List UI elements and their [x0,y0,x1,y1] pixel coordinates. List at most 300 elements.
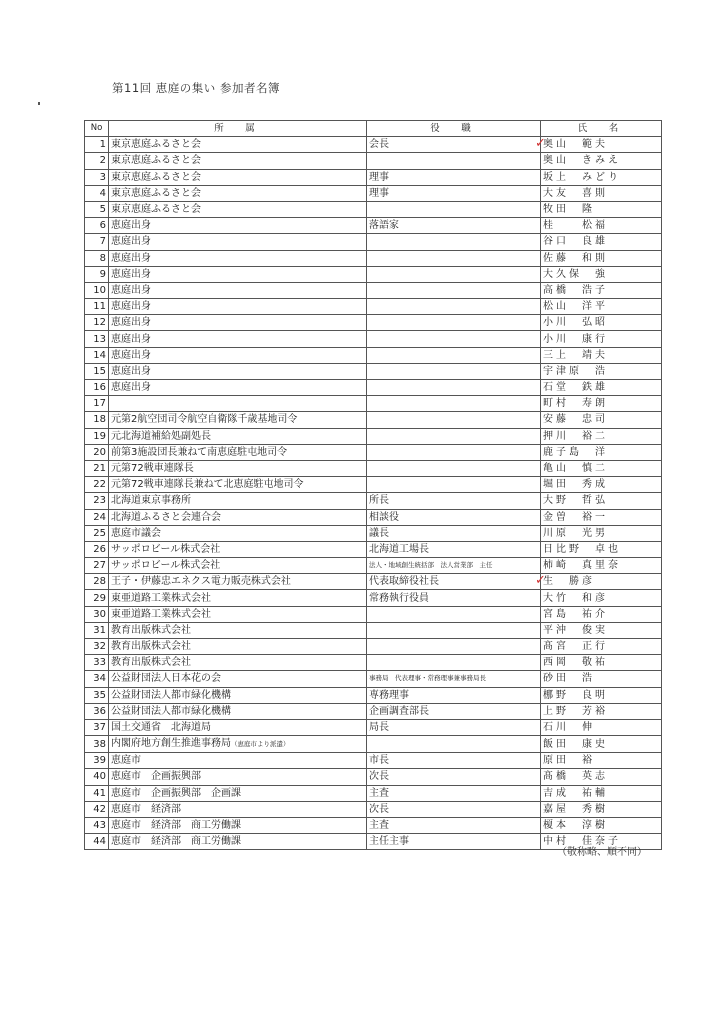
affiliation-cell [109,380,367,396]
table-row [85,282,662,298]
table-row [85,169,662,185]
affiliation-cell [109,687,367,703]
name-cell [541,201,662,217]
name-cell [541,153,662,169]
row-number: 29 [85,590,109,606]
affiliation-cell [109,299,367,315]
table-header-row [85,121,662,137]
row-number: 33 [85,655,109,671]
participant-name: 大竹 和彦 [543,592,608,604]
table-row [85,590,662,606]
table-row [85,606,662,622]
name-cell [541,736,662,753]
role-cell: 次長 [367,769,541,785]
role-cell [367,736,541,753]
name-cell [541,671,662,687]
role-cell: 北海道工場長 [367,541,541,557]
row-number: 18 [85,412,109,428]
affiliation-cell [109,201,367,217]
affiliation-text: サッポロビール株式会社 [111,560,221,572]
participant-name: 梛野 良明 [543,689,608,701]
participant-name: 佐藤 和則 [543,252,608,264]
table-row [85,719,662,735]
row-number: 39 [85,753,109,769]
affiliation-cell [109,218,367,234]
role-cell: 理事 [367,185,541,201]
participant-name: 髙橋 英志 [543,771,608,783]
role-cell: 専務理事 [367,687,541,703]
role-cell: 落語家 [367,218,541,234]
role-cell [367,363,541,379]
role-cell [367,477,541,493]
role-cell: 相談役 [367,509,541,525]
participant-name: 谷口 良雄 [543,236,608,248]
row-number: 8 [85,250,109,266]
affiliation-text: 元第72戦車連隊長 [111,463,194,475]
participant-name: 原田 裕 [543,755,595,767]
name-cell [541,218,662,234]
role-cell [367,428,541,444]
table-row [85,655,662,671]
name-cell [541,460,662,476]
role-cell [367,299,541,315]
row-number: 34 [85,671,109,687]
header-role: 役 職 [367,121,541,137]
document-title: 第11回 恵庭の集い 参加者名簿 [112,81,280,95]
affiliation-cell [109,250,367,266]
affiliation-cell [109,769,367,785]
affiliation-text: 教育出版株式会社 [111,657,191,669]
row-number: 19 [85,428,109,444]
affiliation-cell [109,558,367,574]
role-cell [367,460,541,476]
role-cell: 主査 [367,817,541,833]
affiliation-text: 恵庭出身 [111,236,151,248]
role-cell [367,234,541,250]
affiliation-cell [109,493,367,509]
participant-name: 西岡 敬祐 [543,657,608,669]
table-row [85,541,662,557]
table-row [85,347,662,363]
row-number: 41 [85,785,109,801]
affiliation-text: 東京恵庭ふるさと会 [111,155,201,167]
participant-name: 上野 芳裕 [543,705,608,717]
participant-name: 日比野 卓也 [543,543,621,555]
role-cell: 主査 [367,785,541,801]
participant-name: 堀田 秀成 [543,479,608,491]
participant-name: 中村 佳奈子 [543,836,621,848]
participant-name: 大野 哲弘 [543,495,608,507]
affiliation-cell [109,525,367,541]
affiliation-text: 公益財団法人都市緑化機構 [111,705,231,717]
role-cell [367,201,541,217]
table-row [85,396,662,412]
row-number: 4 [85,185,109,201]
table-row [85,234,662,250]
role-cell: 議長 [367,525,541,541]
row-number: 26 [85,541,109,557]
table-row [85,460,662,476]
header-affiliation: 所 属 [109,121,367,137]
affiliation-text: 恵庭市議会 [111,527,161,539]
name-cell [541,639,662,655]
row-number: 25 [85,525,109,541]
affiliation-cell [109,785,367,801]
name-cell [541,509,662,525]
affiliation-cell [109,753,367,769]
role-cell: 法人・地域創生統括部 法人営業部 主任 [367,558,541,574]
role-cell: 代表取締役社長 [367,574,541,590]
participant-name: 宮島 祐介 [543,608,608,620]
affiliation-cell [109,509,367,525]
name-cell [541,169,662,185]
affiliation-cell [109,671,367,687]
affiliation-text: 東亜道路工業株式会社 [111,592,211,604]
affiliation-cell [109,331,367,347]
name-cell [541,396,662,412]
name-cell [541,769,662,785]
role-cell [367,444,541,460]
row-number: 17 [85,396,109,412]
role-cell [367,347,541,363]
table-row [85,703,662,719]
role-cell [367,606,541,622]
participant-name: 柿崎 真里奈 [543,560,621,572]
affiliation-cell [109,719,367,735]
affiliation-text: 公益財団法人日本花の会 [111,673,221,685]
name-cell [541,606,662,622]
affiliation-text: 恵庭出身 [111,284,151,296]
role-cell [367,282,541,298]
name-cell [541,558,662,574]
affiliation-cell [109,477,367,493]
row-number: 32 [85,639,109,655]
participant-name: 松山 洋平 [543,301,608,313]
affiliation-cell [109,460,367,476]
affiliation-note: （恵庭市より派遣） [231,740,290,749]
header-name: 氏 名 [541,121,662,137]
participant-name: 安藤 忠司 [543,414,608,426]
affiliation-text: 教育出版株式会社 [111,624,191,636]
row-number: 13 [85,331,109,347]
name-cell [535,573,662,590]
affiliation-text: 北海道東京事務所 [111,495,191,507]
row-number: 40 [85,769,109,785]
affiliation-cell [109,622,367,638]
affiliation-cell [109,137,367,153]
participant-name: 砂田 浩 [543,673,595,685]
affiliation-cell [109,282,367,298]
affiliation-text: 恵庭市 経済部 商工労働課 [111,836,241,848]
table-row [85,639,662,655]
participant-name: 髙宮 正行 [543,641,608,653]
name-cell [541,817,662,833]
red-check-icon: ✓ [535,573,546,589]
name-cell [541,299,662,315]
name-cell [535,136,662,153]
participant-name: 押川 裕二 [543,430,608,442]
row-number: 28 [85,574,109,590]
table-row [85,250,662,266]
name-cell [541,655,662,671]
role-cell: 主任主事 [367,834,541,850]
name-cell [541,719,662,735]
row-number: 24 [85,509,109,525]
row-number: 1 [85,137,109,153]
affiliation-text: 王子・伊藤忠エネクス電力販売株式会社 [111,576,291,588]
affiliation-cell [109,347,367,363]
row-number: 42 [85,801,109,817]
affiliation-cell [109,639,367,655]
role-cell [367,266,541,282]
role-cell [367,331,541,347]
name-cell [541,622,662,638]
affiliation-text: 恵庭市 [111,755,141,767]
row-number: 11 [85,299,109,315]
row-number: 6 [85,218,109,234]
affiliation-cell [109,153,367,169]
affiliation-text: 元第2航空団司令航空自衛隊千歳基地司令 [111,414,298,426]
affiliation-text: 前第3施設団長兼ねて南恵庭駐屯地司令 [111,446,288,458]
affiliation-cell [109,412,367,428]
affiliation-text: 恵庭出身 [111,349,151,361]
table-row [85,817,662,833]
role-cell [367,153,541,169]
table-body [85,137,662,850]
name-cell [541,347,662,363]
participant-name: 吉成 祐輔 [543,787,608,799]
table-row [85,266,662,282]
participant-name: 石川 伸 [543,722,595,734]
participant-name: 石堂 鉄雄 [543,382,608,394]
participant-name: 金曽 裕一 [543,511,608,523]
participant-name: 川原 光男 [543,527,608,539]
role-cell: 局長 [367,719,541,735]
role-cell [367,655,541,671]
affiliation-text: 恵庭出身 [111,382,151,394]
affiliation-text: 恵庭市 経済部 商工労働課 [111,819,241,831]
affiliation-text: 東京恵庭ふるさと会 [111,204,201,216]
table-row [85,801,662,817]
role-cell [367,380,541,396]
affiliation-text: 元第72戦車連隊長兼ねて北恵庭駐屯地司令 [111,479,304,491]
affiliation-text: サッポロビール株式会社 [111,543,221,555]
affiliation-cell [109,428,367,444]
affiliation-cell [109,606,367,622]
affiliation-cell [109,396,367,412]
name-cell [541,234,662,250]
affiliation-cell [109,590,367,606]
role-cell: 市長 [367,753,541,769]
affiliation-cell [109,541,367,557]
participant-name: 高橋 浩子 [543,284,608,296]
participant-name: 大友 喜則 [543,187,608,199]
affiliation-cell [109,834,367,850]
name-cell [541,687,662,703]
table-row [85,412,662,428]
participant-name: 飯田 康史 [543,738,608,750]
participant-name: 平沖 俊実 [543,624,608,636]
role-cell [367,622,541,638]
table-row [85,736,662,753]
name-cell [541,444,662,460]
role-cell: 次長 [367,801,541,817]
name-cell [541,363,662,379]
participant-table [84,120,662,850]
row-number: 20 [85,444,109,460]
affiliation-text: 恵庭市 企画振興部 [111,771,201,783]
role-cell: 常務執行役員 [367,590,541,606]
affiliation-text: 東京恵庭ふるさと会 [111,187,201,199]
row-number: 43 [85,817,109,833]
name-cell [541,250,662,266]
affiliation-text: 内閣府地方創生推進事務局 [111,738,231,750]
row-number: 9 [85,266,109,282]
row-number: 38 [85,736,109,753]
name-cell [541,477,662,493]
row-number: 44 [85,834,109,850]
table-row [85,380,662,396]
table-row [85,622,662,638]
affiliation-cell [109,363,367,379]
red-check-icon: ✓ [535,136,546,152]
affiliation-cell [109,736,367,753]
name-cell [541,801,662,817]
row-number: 5 [85,201,109,217]
participant-name: 生 勝彦 [543,576,595,588]
row-number: 7 [85,234,109,250]
name-cell [541,525,662,541]
name-cell [541,380,662,396]
row-number: 35 [85,687,109,703]
affiliation-text: 東京恵庭ふるさと会 [111,139,201,151]
table-row [85,671,662,687]
row-number: 27 [85,558,109,574]
row-number: 15 [85,363,109,379]
participant-name: 宇津原 浩 [543,365,608,377]
row-number: 16 [85,380,109,396]
name-cell [541,785,662,801]
table-row [85,785,662,801]
participant-name: 榎本 淳樹 [543,819,608,831]
table-row [85,201,662,217]
header-no: No [85,121,109,137]
role-cell: 所長 [367,493,541,509]
affiliation-text: 教育出版株式会社 [111,641,191,653]
participant-name: 小川 弘昭 [543,317,608,329]
affiliation-cell [109,266,367,282]
table-row [85,363,662,379]
table-row [85,185,662,201]
row-number: 22 [85,477,109,493]
row-number: 14 [85,347,109,363]
name-cell [541,590,662,606]
row-number: 23 [85,493,109,509]
row-number: 37 [85,719,109,735]
table-row [85,769,662,785]
name-cell [541,428,662,444]
table-row [85,477,662,493]
affiliation-text: 公益財団法人都市緑化機構 [111,689,231,701]
affiliation-cell [109,655,367,671]
participant-name: 牧田 隆 [543,204,595,216]
row-number: 2 [85,153,109,169]
table-row [85,331,662,347]
name-cell [541,282,662,298]
table-row [85,444,662,460]
affiliation-cell [109,801,367,817]
participant-name: 町村 寿朗 [543,398,608,410]
name-cell [541,185,662,201]
table-row [85,574,662,590]
name-cell [541,266,662,282]
affiliation-cell [109,703,367,719]
role-cell [367,412,541,428]
affiliation-text: 国土交通省 北海道局 [111,722,211,734]
table-row [85,428,662,444]
name-cell [541,703,662,719]
table-row [85,218,662,234]
scan-speck [38,102,40,105]
role-cell: 理事 [367,169,541,185]
participant-name: 鹿子島 洋 [543,446,608,458]
participant-name: 小川 康行 [543,333,608,345]
role-cell: 企画調査部長 [367,703,541,719]
affiliation-cell [109,234,367,250]
role-cell [367,315,541,331]
row-number: 21 [85,460,109,476]
name-cell [541,753,662,769]
role-cell: 会長 [367,137,541,153]
affiliation-text: 恵庭出身 [111,365,151,377]
affiliation-text: 恵庭市 企画振興部 企画課 [111,787,241,799]
row-number: 3 [85,169,109,185]
affiliation-cell [109,444,367,460]
row-number: 12 [85,315,109,331]
affiliation-text: 北海道ふるさと会連合会 [111,511,221,523]
affiliation-text: 恵庭出身 [111,252,151,264]
affiliation-cell [109,169,367,185]
affiliation-text: 恵庭出身 [111,268,151,280]
table-row [85,137,662,153]
role-cell [367,639,541,655]
row-number: 31 [85,622,109,638]
row-number: 36 [85,703,109,719]
participant-name: 桂 松福 [543,220,608,232]
role-cell [367,250,541,266]
row-number: 10 [85,282,109,298]
role-cell [367,396,541,412]
participant-name: 大久保 強 [543,268,608,280]
name-cell [541,493,662,509]
affiliation-cell [109,315,367,331]
affiliation-text: 恵庭出身 [111,220,151,232]
participant-name: 三上 靖夫 [543,349,608,361]
row-number: 30 [85,606,109,622]
name-cell [541,331,662,347]
participant-name: 嘉屋 秀樹 [543,803,608,815]
affiliation-cell [109,574,367,590]
table-row [85,525,662,541]
table-row [85,299,662,315]
affiliation-text: 恵庭出身 [111,317,151,329]
table-row [85,558,662,574]
affiliation-text: 恵庭出身 [111,301,151,313]
affiliation-text: 恵庭市 経済部 [111,803,181,815]
name-cell [541,412,662,428]
table-row [85,153,662,169]
affiliation-text: 元北海道補給処副処長 [111,430,211,442]
